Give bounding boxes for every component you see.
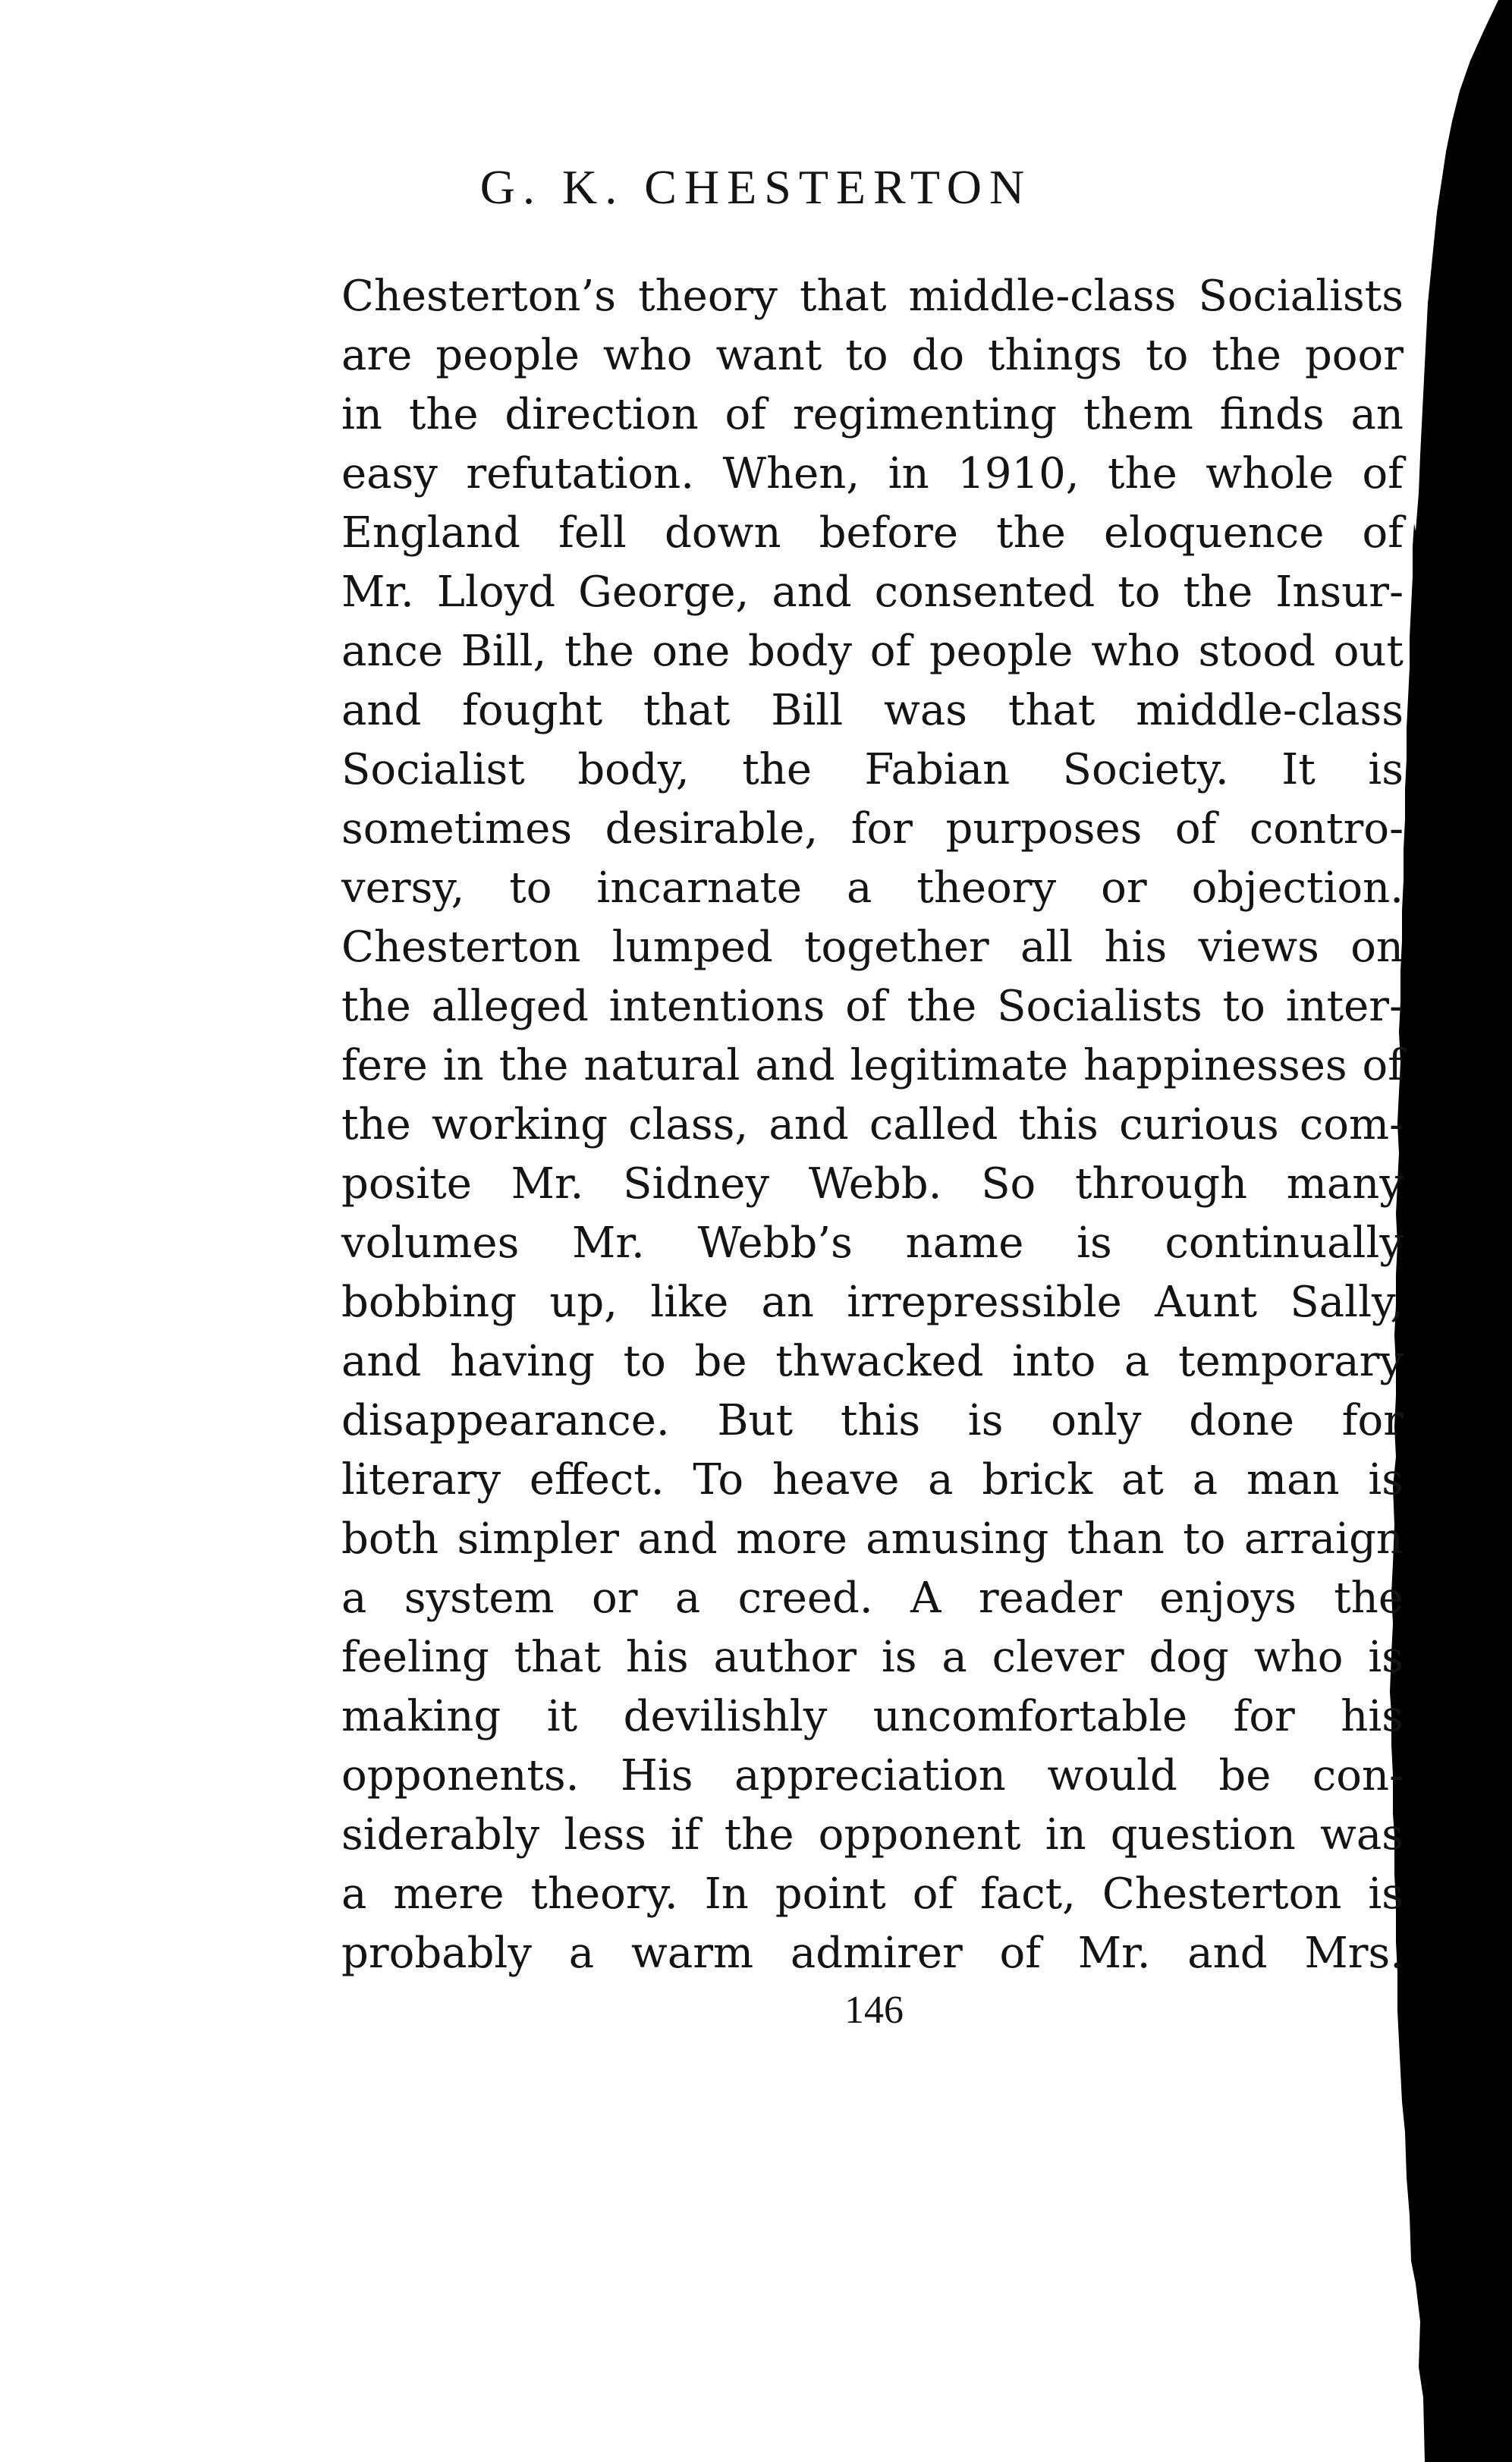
text-line: making it devilishly uncomfortable for his xyxy=(341,1692,1404,1741)
text-line: disappearance. But this is only done for xyxy=(341,1396,1404,1445)
text-line: siderably less if the opponent in question was xyxy=(341,1810,1404,1860)
body-text xyxy=(341,267,1404,1983)
text-line: the working class, and called this curious com- xyxy=(341,1100,1404,1149)
torn-page-edge xyxy=(1388,0,1512,2462)
text-line: opponents. His appreciation would be con- xyxy=(341,1751,1404,1800)
text-line: both simpler and more amusing than to arraign xyxy=(341,1514,1404,1564)
text-line: are people who want to do things to the poor xyxy=(341,331,1404,380)
text-line: versy, to incarnate a theory or objection. xyxy=(341,863,1404,913)
text-line: a system or a creed. A reader enjoys the xyxy=(341,1574,1404,1623)
text-line: fere in the natural and legitimate happinesses of xyxy=(341,1041,1404,1090)
text-line: volumes Mr. Webb’s name is continually xyxy=(341,1218,1404,1268)
text-line: sometimes desirable, for purposes of contro- xyxy=(341,804,1404,854)
text-line: a mere theory. In point of fact, Chesterton is xyxy=(341,1869,1404,1919)
text-line: ance Bill, the one body of people who stood out xyxy=(341,627,1404,676)
running-head: G. K. CHESTERTON xyxy=(479,160,1033,214)
text-line: easy refutation. When, in 1910, the whole of xyxy=(341,449,1404,498)
text-line: probably a warm admirer of Mr. and Mrs. xyxy=(341,1929,1404,1978)
text-line: England fell down before the eloquence of xyxy=(341,508,1404,558)
text-line: posite Mr. Sidney Webb. So through many xyxy=(341,1159,1404,1209)
page-number: 146 xyxy=(844,1989,904,2032)
text-line: in the direction of regimenting them finds an xyxy=(341,390,1404,439)
text-line: Chesterton’s theory that middle-class Socialists xyxy=(341,272,1404,321)
text-line: Mr. Lloyd George, and consented to the Insur- xyxy=(341,568,1404,617)
text-line: Chesterton lumped together all his views on xyxy=(341,923,1404,972)
text-line: Socialist body, the Fabian Society. It is xyxy=(341,745,1404,794)
text-line: the alleged intentions of the Socialists to inter- xyxy=(341,982,1404,1031)
text-line: literary effect. To heave a brick at a man is xyxy=(341,1455,1404,1505)
text-line: and fought that Bill was that middle-class xyxy=(341,686,1404,735)
text-line: and having to be thwacked into a temporary xyxy=(341,1337,1404,1386)
text-line: bobbing up, like an irrepressible Aunt Sally, xyxy=(341,1278,1404,1327)
text-line: feeling that his author is a clever dog who is xyxy=(341,1633,1404,1682)
